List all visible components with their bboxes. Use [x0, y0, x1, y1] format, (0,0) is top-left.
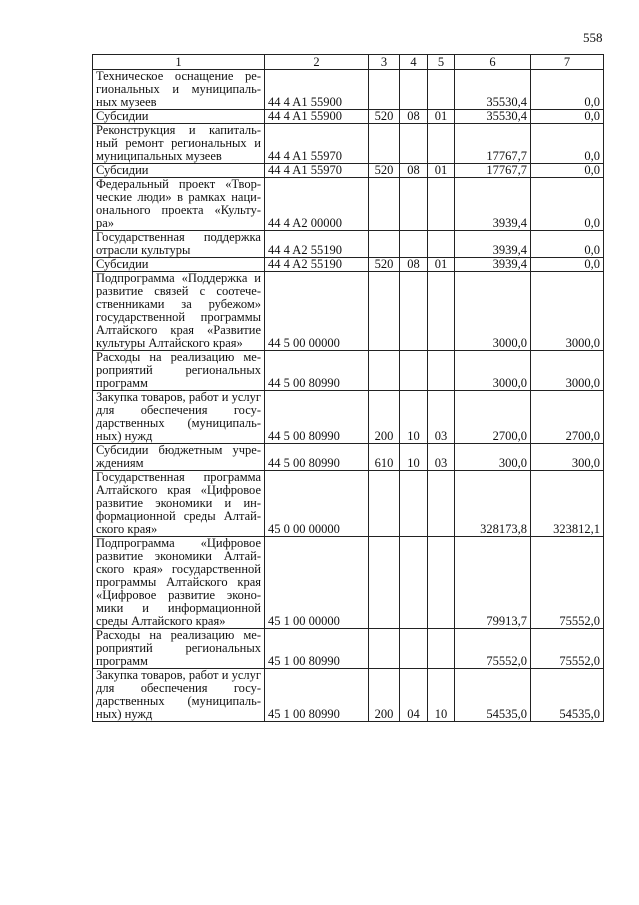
table-row	[93, 351, 604, 391]
table-row	[93, 258, 604, 272]
row-code: 45 1 00 00000	[265, 537, 369, 629]
row-name: Субсидии	[93, 164, 265, 178]
row-sum-1: 3939,4	[455, 231, 531, 258]
row-rz	[400, 537, 428, 629]
row-pr	[428, 471, 455, 537]
row-rz	[400, 70, 428, 110]
row-pr	[428, 537, 455, 629]
row-code: 44 5 00 00000	[265, 272, 369, 351]
row-rz: 10	[400, 444, 428, 471]
row-vr: 200	[369, 669, 400, 722]
table-row	[93, 110, 604, 124]
row-rz: 04	[400, 669, 428, 722]
page-number: 558	[583, 30, 603, 45]
row-sum-2: 300,0	[531, 444, 604, 471]
row-sum-1: 54535,0	[455, 669, 531, 722]
row-pr	[428, 231, 455, 258]
row-rz	[400, 471, 428, 537]
row-vr	[369, 124, 400, 164]
row-pr	[428, 70, 455, 110]
row-code: 44 5 00 80990	[265, 391, 369, 444]
row-vr	[369, 231, 400, 258]
row-name: Государственная поддержка отрасли культуры	[93, 231, 265, 258]
row-sum-2: 2700,0	[531, 391, 604, 444]
col-header-7: 7	[531, 55, 604, 70]
row-name: Субсидии бюджетным учре-ждениям	[93, 444, 265, 471]
row-rz	[400, 629, 428, 669]
row-sum-2: 54535,0	[531, 669, 604, 722]
table-row	[93, 70, 604, 110]
row-code: 45 1 00 80990	[265, 629, 369, 669]
row-rz: 08	[400, 258, 428, 272]
row-rz	[400, 272, 428, 351]
row-rz: 08	[400, 164, 428, 178]
header-row	[93, 55, 604, 70]
row-vr	[369, 272, 400, 351]
table-row	[93, 178, 604, 231]
row-vr: 520	[369, 164, 400, 178]
row-code: 44 4 A1 55970	[265, 164, 369, 178]
row-name: Подпрограмма «Цифровое развитие экономики Алтай-ского края» государственной программы Алтайского края «Цифровое развитие эконо-мики и информационной среды Алтайского края»	[93, 537, 265, 629]
row-pr: 03	[428, 444, 455, 471]
row-sum-1: 2700,0	[455, 391, 531, 444]
row-rz	[400, 231, 428, 258]
row-rz: 10	[400, 391, 428, 444]
row-sum-2: 75552,0	[531, 537, 604, 629]
table-row	[93, 444, 604, 471]
row-sum-1: 79913,7	[455, 537, 531, 629]
row-sum-1: 35530,4	[455, 70, 531, 110]
row-sum-2: 0,0	[531, 178, 604, 231]
row-name: Расходы на реализацию ме-роприятий региональных программ	[93, 629, 265, 669]
row-vr: 610	[369, 444, 400, 471]
row-code: 44 5 00 80990	[265, 444, 369, 471]
row-pr	[428, 178, 455, 231]
row-pr	[428, 351, 455, 391]
row-name: Закупка товаров, работ и услуг для обеспечения госу-дарственных (муниципаль-ных) нужд	[93, 391, 265, 444]
row-sum-2: 75552,0	[531, 629, 604, 669]
row-rz: 08	[400, 110, 428, 124]
col-header-2: 2	[265, 55, 369, 70]
row-sum-2: 0,0	[531, 70, 604, 110]
row-vr: 520	[369, 258, 400, 272]
row-code: 44 4 A2 00000	[265, 178, 369, 231]
row-code: 44 4 A1 55900	[265, 70, 369, 110]
row-sum-2: 3000,0	[531, 272, 604, 351]
row-code: 45 0 00 00000	[265, 471, 369, 537]
table-row	[93, 231, 604, 258]
row-vr	[369, 178, 400, 231]
row-sum-2: 0,0	[531, 110, 604, 124]
row-sum-1: 3939,4	[455, 258, 531, 272]
col-header-6: 6	[455, 55, 531, 70]
table-row	[93, 272, 604, 351]
row-name: Субсидии	[93, 258, 265, 272]
row-vr	[369, 537, 400, 629]
table-row	[93, 629, 604, 669]
row-vr	[369, 351, 400, 391]
table-row	[93, 124, 604, 164]
row-name: Государственная программа Алтайского края «Цифровое развитие экономики и ин-формационной среды Алтай-ского края»	[93, 471, 265, 537]
budget-table	[92, 54, 604, 722]
col-header-5: 5	[428, 55, 455, 70]
row-sum-2: 0,0	[531, 164, 604, 178]
row-rz	[400, 124, 428, 164]
col-header-4: 4	[400, 55, 428, 70]
row-code: 45 1 00 80990	[265, 669, 369, 722]
row-rz	[400, 351, 428, 391]
row-sum-1: 328173,8	[455, 471, 531, 537]
col-header-1: 1	[93, 55, 265, 70]
row-code: 44 5 00 80990	[265, 351, 369, 391]
row-vr	[369, 629, 400, 669]
table-row	[93, 537, 604, 629]
table-row	[93, 164, 604, 178]
row-pr	[428, 124, 455, 164]
row-pr: 03	[428, 391, 455, 444]
row-pr	[428, 272, 455, 351]
row-pr: 10	[428, 669, 455, 722]
row-vr	[369, 70, 400, 110]
row-vr	[369, 471, 400, 537]
row-sum-2: 0,0	[531, 124, 604, 164]
row-sum-2: 0,0	[531, 258, 604, 272]
row-name: Подпрограмма «Поддержка и развитие связей с соотече-ственниками за рубежом» государственной программы Алтайского края «Развитие культуры Алтайского края»	[93, 272, 265, 351]
row-name: Федеральный проект «Твор-ческие люди» в рамках наци-онального проекта «Культу-ра»	[93, 178, 265, 231]
row-code: 44 4 A1 55900	[265, 110, 369, 124]
row-code: 44 4 A2 55190	[265, 258, 369, 272]
row-sum-1: 17767,7	[455, 164, 531, 178]
row-name: Закупка товаров, работ и услуг для обеспечения госу-дарственных (муниципаль-ных) нужд	[93, 669, 265, 722]
row-rz	[400, 178, 428, 231]
row-sum-1: 35530,4	[455, 110, 531, 124]
row-code: 44 4 A1 55970	[265, 124, 369, 164]
row-pr	[428, 629, 455, 669]
row-pr: 01	[428, 258, 455, 272]
row-sum-1: 17767,7	[455, 124, 531, 164]
row-pr: 01	[428, 164, 455, 178]
row-vr: 520	[369, 110, 400, 124]
row-sum-1: 75552,0	[455, 629, 531, 669]
row-name: Техническое оснащение ре-гиональных и муниципаль-ных музеев	[93, 70, 265, 110]
row-name: Субсидии	[93, 110, 265, 124]
table-row	[93, 669, 604, 722]
row-vr: 200	[369, 391, 400, 444]
row-sum-2: 323812,1	[531, 471, 604, 537]
row-name: Расходы на реализацию ме-роприятий региональных программ	[93, 351, 265, 391]
row-sum-1: 3000,0	[455, 272, 531, 351]
table-row	[93, 471, 604, 537]
row-sum-1: 3000,0	[455, 351, 531, 391]
table-row	[93, 391, 604, 444]
row-sum-2: 3000,0	[531, 351, 604, 391]
row-pr: 01	[428, 110, 455, 124]
row-sum-1: 3939,4	[455, 178, 531, 231]
col-header-3: 3	[369, 55, 400, 70]
row-sum-2: 0,0	[531, 231, 604, 258]
row-name: Реконструкция и капиталь-ный ремонт региональных и муниципальных музеев	[93, 124, 265, 164]
row-code: 44 4 A2 55190	[265, 231, 369, 258]
row-sum-1: 300,0	[455, 444, 531, 471]
